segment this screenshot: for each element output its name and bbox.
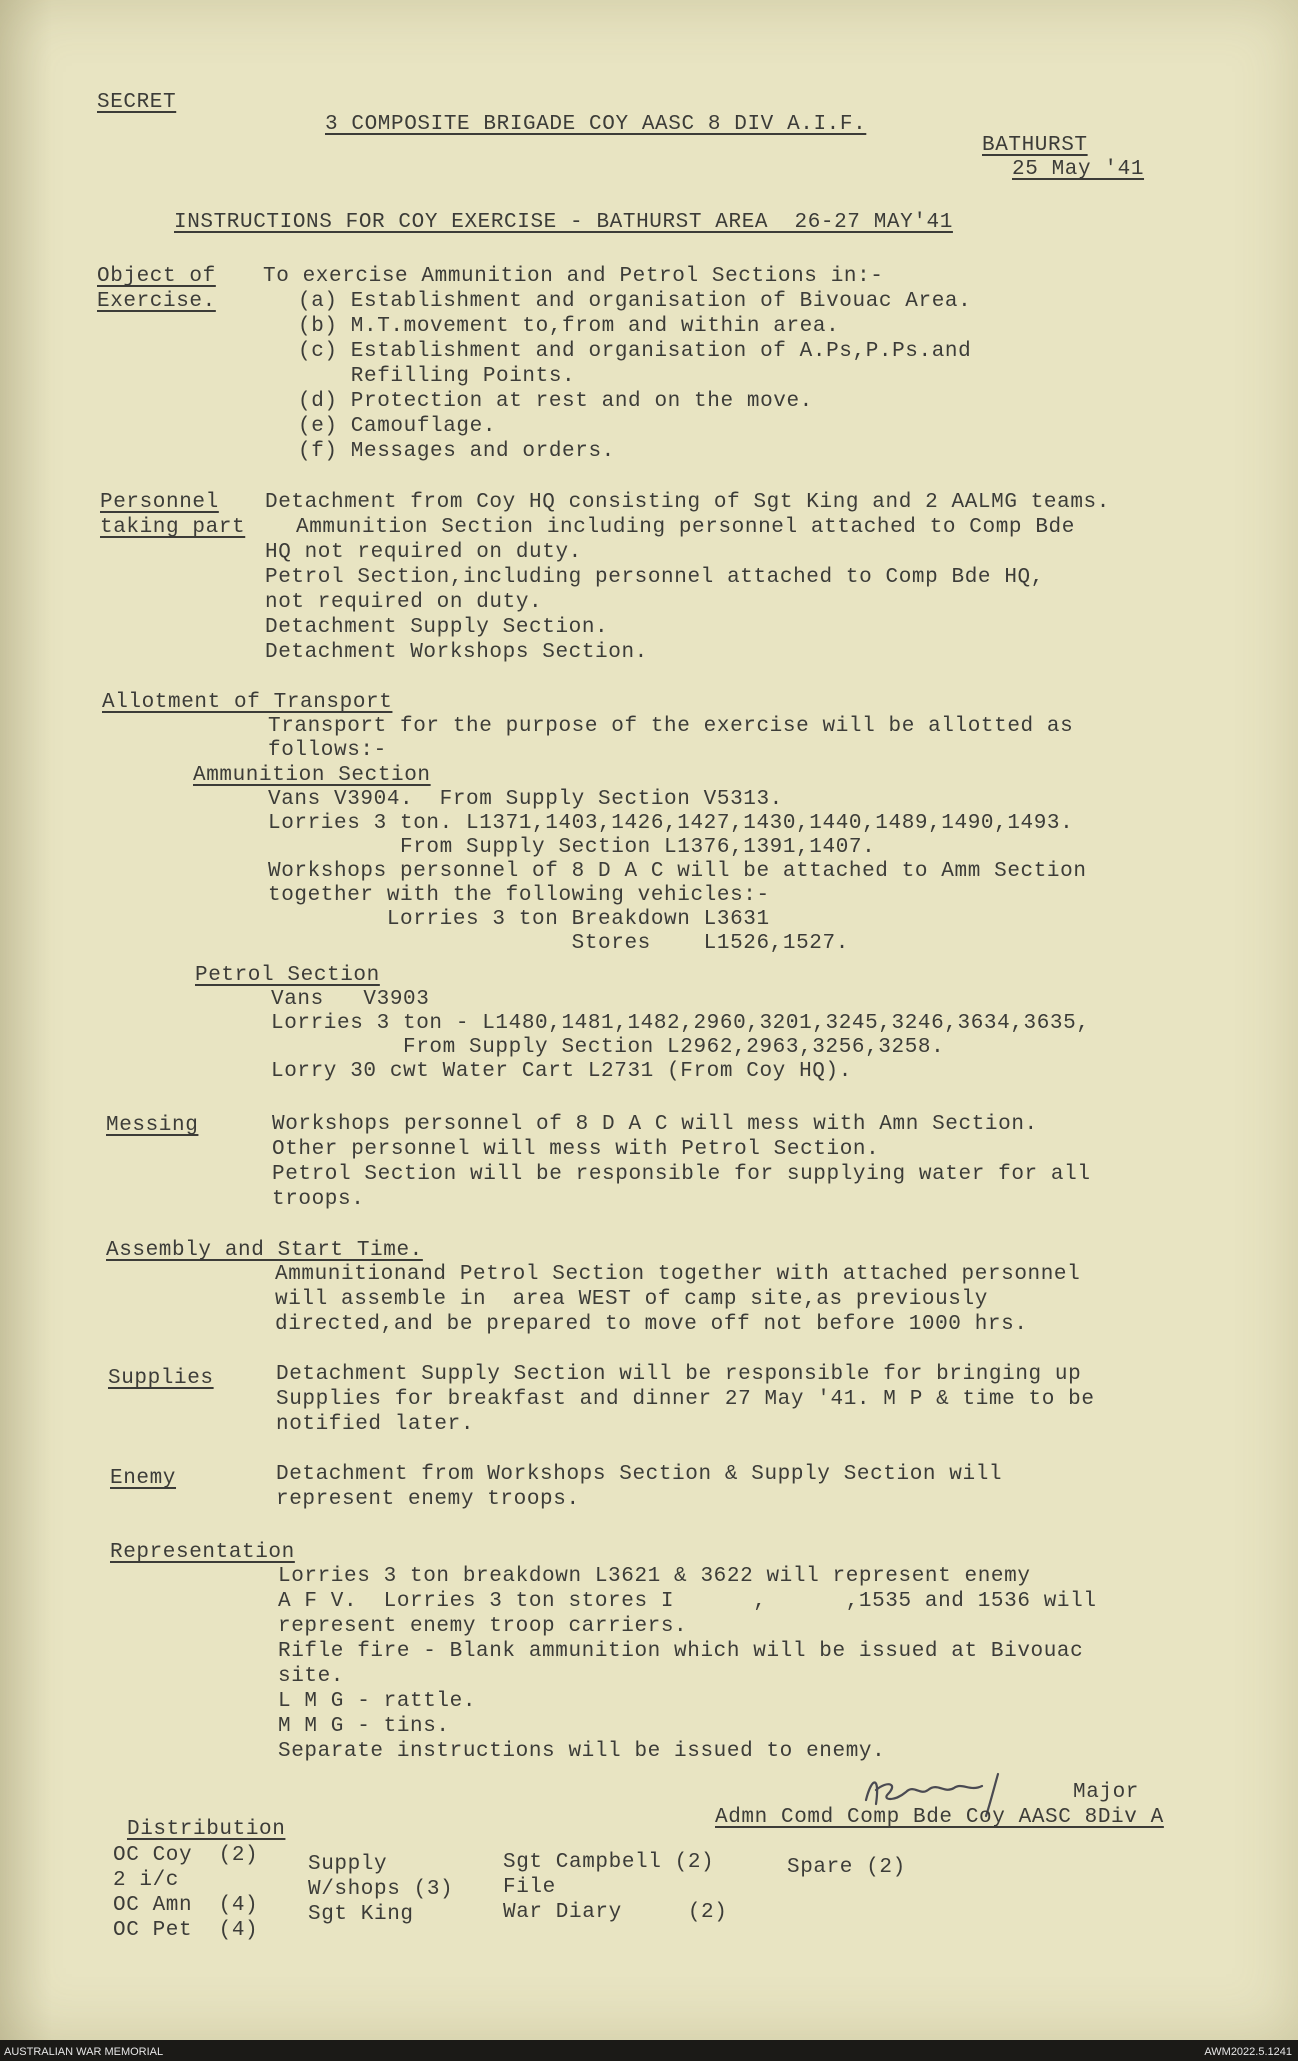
object-line: (a) Establishment and organisation of Bivouac Area. bbox=[298, 290, 972, 313]
object-line: (d) Protection at rest and on the move. bbox=[298, 390, 813, 413]
archive-reference: AWM2022.5.1241 bbox=[1204, 2046, 1292, 2058]
object-line: (e) Camouflage. bbox=[298, 415, 497, 438]
ammunition-vehicle-line: Workshops personnel of 8 D A C will be attached to Amm Section bbox=[268, 860, 1087, 883]
object-heading-line2: Exercise. bbox=[97, 290, 216, 313]
messing-line: Workshops personnel of 8 D A C will mess with Amn Section. bbox=[272, 1113, 1038, 1136]
distribution-entry: OC Amn (4) bbox=[113, 1894, 259, 1917]
enemy-heading: Enemy bbox=[110, 1467, 177, 1490]
enemy-line: Detachment from Workshops Section & Supply Section will bbox=[276, 1463, 1003, 1486]
supplies-line: Detachment Supply Section will be responsible for bringing up bbox=[276, 1363, 1082, 1386]
assembly-line: Ammunitionand Petrol Section together with attached personnel bbox=[275, 1263, 1081, 1286]
representation-line: A F V. Lorries 3 ton stores I , ,1535 and 1536 will bbox=[278, 1590, 1097, 1613]
messing-line: troops. bbox=[272, 1188, 365, 1211]
place-heading: BATHURST bbox=[982, 134, 1088, 157]
distribution-entry: OC Pet (4) bbox=[113, 1919, 259, 1942]
petrol-vehicle-line: Lorries 3 ton - L1480,1481,1482,2960,3201,3245,3246,3634,3635, bbox=[271, 1012, 1090, 1035]
supplies-heading: Supplies bbox=[108, 1367, 214, 1390]
enemy-line: represent enemy troops. bbox=[276, 1488, 580, 1511]
distribution-heading: Distribution bbox=[127, 1818, 286, 1841]
personnel-heading-line1: Personnel bbox=[100, 491, 219, 514]
object-heading-line1: Object of bbox=[97, 265, 216, 288]
ammunition-vehicle-line: Lorries 3 ton. L1371,1403,1426,1427,1430,1440,1489,1490,1493. bbox=[268, 812, 1074, 835]
representation-line: represent enemy troop carriers. bbox=[278, 1615, 688, 1638]
ammunition-vehicle-line: From Supply Section L1376,1391,1407. bbox=[268, 836, 876, 859]
transport-heading: Allotment of Transport bbox=[102, 691, 393, 714]
petrol-section-heading: Petrol Section bbox=[195, 964, 380, 987]
representation-line: Separate instructions will be issued to enemy. bbox=[278, 1740, 886, 1763]
ammunition-vehicle-line: together with the following vehicles:- bbox=[268, 884, 770, 907]
transport-intro: follows:- bbox=[268, 739, 387, 762]
personnel-line: Detachment Supply Section. bbox=[265, 616, 609, 639]
messing-heading: Messing bbox=[106, 1114, 199, 1137]
personnel-line: Detachment from Coy HQ consisting of Sgt King and 2 AALMG teams. bbox=[265, 491, 1110, 514]
supplies-line: Supplies for breakfast and dinner 27 May '41. M P & time to be bbox=[276, 1388, 1095, 1411]
distribution-entry: War Diary (2) bbox=[503, 1901, 728, 1924]
petrol-vehicle-line: From Supply Section L2962,2963,3256,3258. bbox=[271, 1036, 945, 1059]
representation-line: M M G - tins. bbox=[278, 1715, 450, 1738]
personnel-heading-line2: taking part bbox=[100, 516, 246, 539]
personnel-line: HQ not required on duty. bbox=[265, 541, 582, 564]
archive-credit: AUSTRALIAN WAR MEMORIAL bbox=[4, 2046, 164, 2058]
ammunition-vehicle-line: Lorries 3 ton Breakdown L3631 bbox=[268, 908, 770, 931]
distribution-entry: Spare (2) bbox=[787, 1856, 906, 1879]
distribution-entry: OC Coy (2) bbox=[113, 1844, 259, 1867]
distribution-entry: Supply bbox=[308, 1853, 388, 1876]
signatory-rank: Major bbox=[1073, 1781, 1140, 1804]
representation-line: Rifle fire - Blank ammunition which will be issued at Bivouac bbox=[278, 1640, 1084, 1663]
object-line: To exercise Ammunition and Petrol Sections in:- bbox=[263, 265, 884, 288]
object-line: Refilling Points. bbox=[298, 365, 576, 388]
unit-title: 3 COMPOSITE BRIGADE COY AASC 8 DIV A.I.F. bbox=[325, 113, 867, 136]
distribution-entry: File bbox=[503, 1876, 556, 1899]
ammunition-section-heading: Ammunition Section bbox=[193, 764, 431, 787]
distribution-entry: W/shops (3) bbox=[308, 1878, 454, 1901]
petrol-vehicle-line: Lorry 30 cwt Water Cart L2731 (From Coy HQ). bbox=[271, 1060, 852, 1083]
personnel-line: not required on duty. bbox=[265, 591, 543, 614]
messing-line: Other personnel will mess with Petrol Section. bbox=[272, 1138, 880, 1161]
ammunition-vehicle-line: Stores L1526,1527. bbox=[268, 932, 849, 955]
supplies-line: notified later. bbox=[276, 1413, 475, 1436]
ammunition-vehicle-line: Vans V3904. From Supply Section V5313. bbox=[268, 788, 783, 811]
classification-marking: SECRET bbox=[97, 91, 177, 114]
object-line: (b) M.T.movement to,from and within area. bbox=[298, 315, 840, 338]
representation-line: site. bbox=[278, 1665, 345, 1688]
distribution-entry: Sgt King bbox=[308, 1903, 414, 1926]
distribution-entry: 2 i/c bbox=[113, 1869, 180, 1892]
issue-date: 25 May '41 bbox=[1012, 158, 1145, 181]
messing-line: Petrol Section will be responsible for supplying water for all bbox=[272, 1163, 1091, 1186]
petrol-vehicle-line: Vans V3903 bbox=[271, 988, 430, 1011]
personnel-line: Detachment Workshops Section. bbox=[265, 641, 648, 664]
object-line: (f) Messages and orders. bbox=[298, 440, 615, 463]
assembly-line: will assemble in area WEST of camp site,as previously bbox=[275, 1288, 988, 1311]
distribution-entry: Sgt Campbell (2) bbox=[503, 1851, 715, 1874]
signatory-appointment: Admn Comd Comp Bde Coy AASC 8Div A bbox=[715, 1806, 1164, 1829]
representation-line: Lorries 3 ton breakdown L3621 & 3622 will represent enemy bbox=[278, 1565, 1031, 1588]
assembly-heading: Assembly and Start Time. bbox=[106, 1239, 423, 1262]
assembly-line: directed,and be prepared to move off not before 1000 hrs. bbox=[275, 1313, 1028, 1336]
personnel-line: Ammunition Section including personnel attached to Comp Bde bbox=[296, 516, 1075, 539]
instruction-title: INSTRUCTIONS FOR COY EXERCISE - BATHURST AREA 26-27 MAY'41 bbox=[174, 211, 953, 234]
representation-line: L M G - rattle. bbox=[278, 1690, 477, 1713]
representation-heading: Representation bbox=[110, 1541, 295, 1564]
object-line: (c) Establishment and organisation of A.Ps,P.Ps.and bbox=[298, 340, 972, 363]
transport-intro: Transport for the purpose of the exercise will be allotted as bbox=[268, 715, 1074, 738]
personnel-line: Petrol Section,including personnel attached to Comp Bde HQ, bbox=[265, 566, 1044, 589]
